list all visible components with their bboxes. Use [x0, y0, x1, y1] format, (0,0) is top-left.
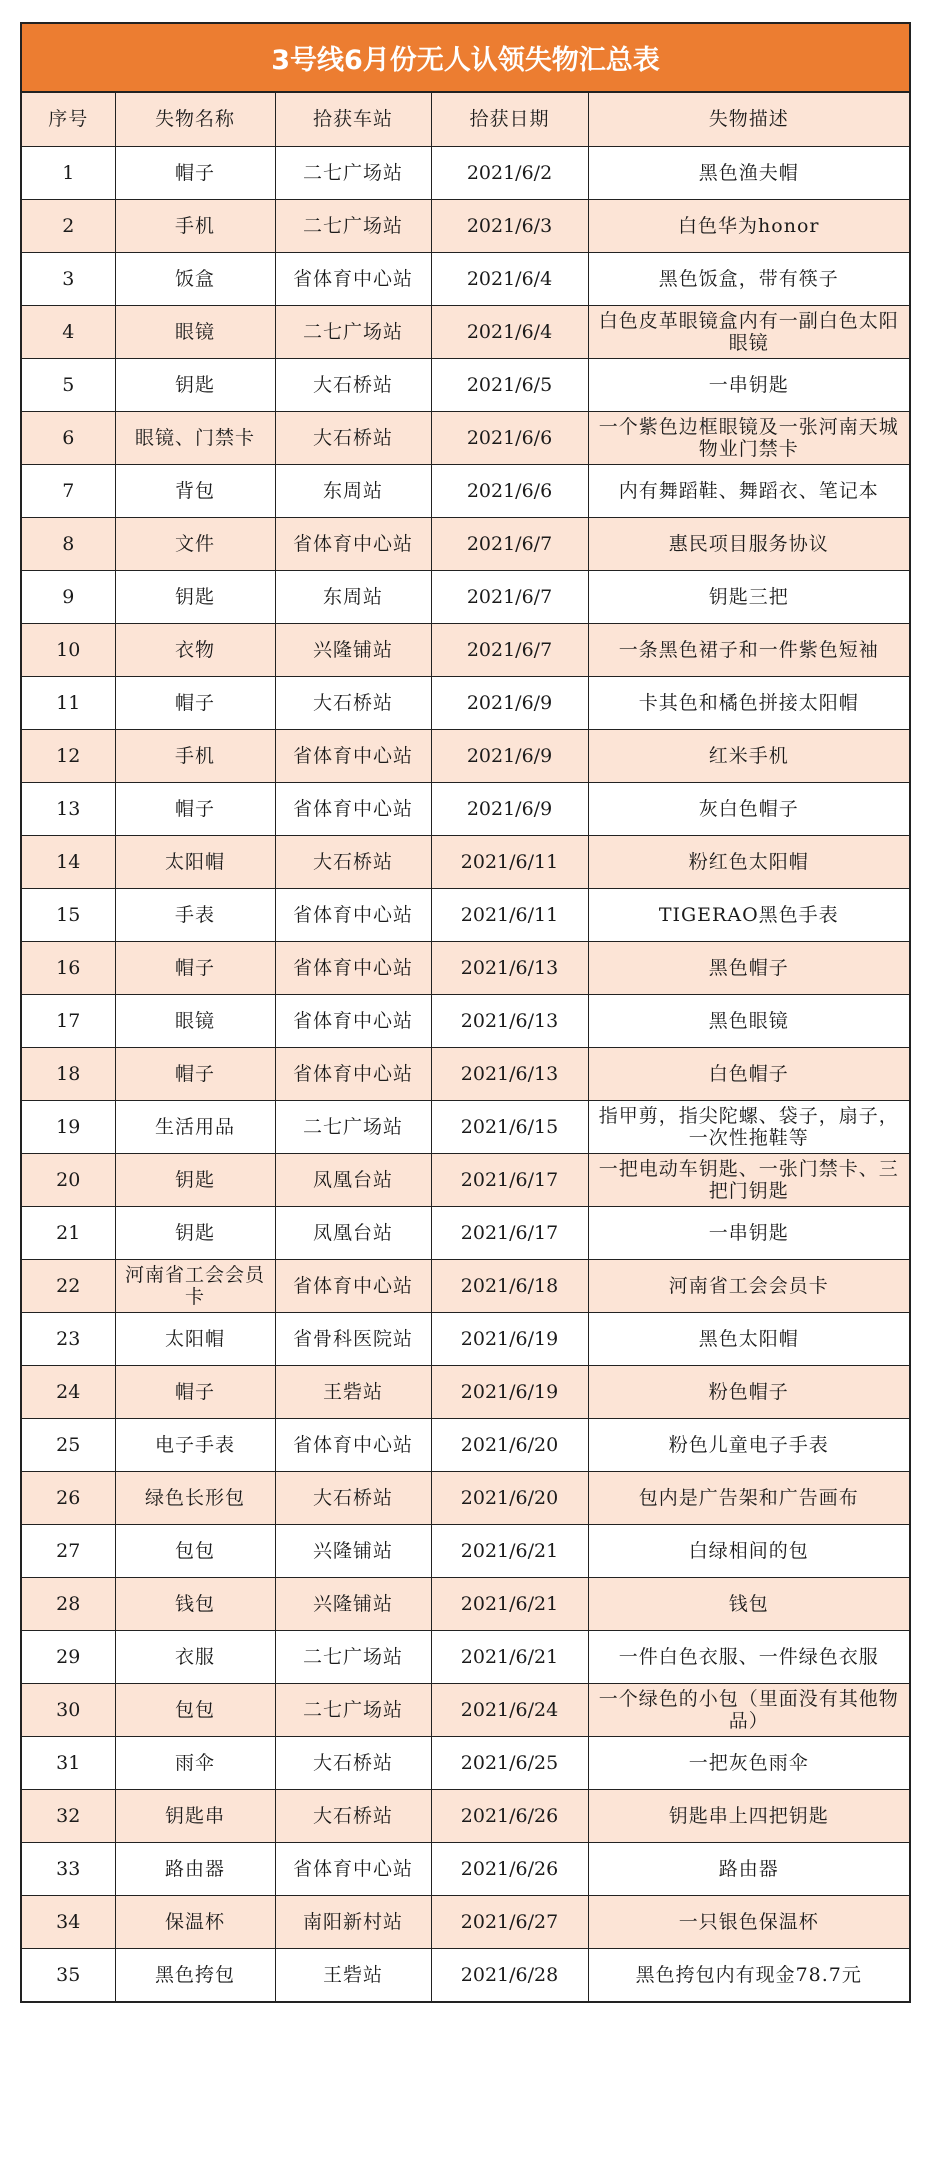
- cell-date: 2021/6/25: [431, 1736, 588, 1789]
- table-row: [22, 1683, 909, 1736]
- cell-index: 12: [22, 729, 115, 782]
- cell-station: 大石桥站: [275, 1789, 431, 1842]
- cell-station: 省骨科医院站: [275, 1312, 431, 1365]
- cell-date: 2021/6/13: [431, 941, 588, 994]
- cell-station: 大石桥站: [275, 358, 431, 411]
- cell-date: 2021/6/19: [431, 1365, 588, 1418]
- cell-station: 二七广场站: [275, 305, 431, 358]
- cell-description: 内有舞蹈鞋、舞蹈衣、笔记本: [588, 464, 909, 517]
- cell-description: 河南省工会会员卡: [588, 1259, 909, 1312]
- cell-index: 29: [22, 1630, 115, 1683]
- cell-description: 粉红色太阳帽: [588, 835, 909, 888]
- cell-index: 11: [22, 676, 115, 729]
- lost-items-sheet: [20, 22, 911, 2003]
- table-row: [22, 1577, 909, 1630]
- cell-item-name: 太阳帽: [115, 1312, 275, 1365]
- table-row: [22, 1206, 909, 1259]
- cell-station: 省体育中心站: [275, 941, 431, 994]
- cell-item-name: 雨伞: [115, 1736, 275, 1789]
- cell-date: 2021/6/9: [431, 782, 588, 835]
- cell-index: 6: [22, 411, 115, 464]
- cell-item-name: 眼镜、门禁卡: [115, 411, 275, 464]
- table-row: [22, 941, 909, 994]
- cell-station: 省体育中心站: [275, 729, 431, 782]
- table-row: [22, 1047, 909, 1100]
- cell-description: 白色华为honor: [588, 199, 909, 252]
- cell-description: 惠民项目服务协议: [588, 517, 909, 570]
- cell-description: 黑色饭盒，带有筷子: [588, 252, 909, 305]
- cell-station: 二七广场站: [275, 1630, 431, 1683]
- table-row: [22, 835, 909, 888]
- cell-description: 一串钥匙: [588, 358, 909, 411]
- table-row: [22, 782, 909, 835]
- table-row: [22, 464, 909, 517]
- cell-station: 省体育中心站: [275, 888, 431, 941]
- cell-station: 凤凰台站: [275, 1206, 431, 1259]
- cell-description: 指甲剪，指尖陀螺、袋子，扇子，一次性拖鞋等: [588, 1100, 909, 1153]
- cell-description: 一个绿色的小包（里面没有其他物品）: [588, 1683, 909, 1736]
- cell-index: 15: [22, 888, 115, 941]
- table-row: [22, 1948, 909, 2001]
- cell-description: 一把电动车钥匙、一张门禁卡、三把门钥匙: [588, 1153, 909, 1206]
- cell-item-name: 钱包: [115, 1577, 275, 1630]
- cell-index: 17: [22, 994, 115, 1047]
- table-body: [22, 146, 909, 2001]
- cell-index: 20: [22, 1153, 115, 1206]
- cell-item-name: 电子手表: [115, 1418, 275, 1471]
- table-row: [22, 1789, 909, 1842]
- cell-item-name: 帽子: [115, 146, 275, 199]
- cell-index: 26: [22, 1471, 115, 1524]
- cell-date: 2021/6/26: [431, 1842, 588, 1895]
- cell-date: 2021/6/7: [431, 517, 588, 570]
- cell-item-name: 饭盒: [115, 252, 275, 305]
- cell-station: 东周站: [275, 464, 431, 517]
- table-row: [22, 1259, 909, 1312]
- cell-index: 33: [22, 1842, 115, 1895]
- table-row: [22, 1100, 909, 1153]
- cell-description: 一个紫色边框眼镜及一张河南天城物业门禁卡: [588, 411, 909, 464]
- cell-item-name: 钥匙: [115, 570, 275, 623]
- table-row: [22, 623, 909, 676]
- table-row: [22, 1895, 909, 1948]
- table-row: [22, 1736, 909, 1789]
- cell-description: 一把灰色雨伞: [588, 1736, 909, 1789]
- table-row: [22, 729, 909, 782]
- cell-description: TIGERAO黑色手表: [588, 888, 909, 941]
- table-row: [22, 1524, 909, 1577]
- cell-index: 21: [22, 1206, 115, 1259]
- cell-station: 省体育中心站: [275, 782, 431, 835]
- cell-item-name: 包包: [115, 1524, 275, 1577]
- cell-item-name: 眼镜: [115, 994, 275, 1047]
- cell-item-name: 钥匙: [115, 358, 275, 411]
- cell-description: 灰白色帽子: [588, 782, 909, 835]
- cell-item-name: 帽子: [115, 1365, 275, 1418]
- cell-station: 凤凰台站: [275, 1153, 431, 1206]
- cell-station: 东周站: [275, 570, 431, 623]
- cell-description: 一只银色保温杯: [588, 1895, 909, 1948]
- cell-description: 黑色眼镜: [588, 994, 909, 1047]
- cell-station: 兴隆铺站: [275, 623, 431, 676]
- cell-station: 大石桥站: [275, 1471, 431, 1524]
- cell-station: 兴隆铺站: [275, 1577, 431, 1630]
- cell-index: 8: [22, 517, 115, 570]
- header-item-name: 失物名称: [115, 93, 275, 146]
- cell-station: 王砦站: [275, 1948, 431, 2001]
- cell-description: 一串钥匙: [588, 1206, 909, 1259]
- cell-date: 2021/6/17: [431, 1153, 588, 1206]
- cell-description: 钥匙串上四把钥匙: [588, 1789, 909, 1842]
- cell-item-name: 钥匙串: [115, 1789, 275, 1842]
- table-row: [22, 1630, 909, 1683]
- cell-station: 大石桥站: [275, 411, 431, 464]
- cell-index: 16: [22, 941, 115, 994]
- cell-description: 白色帽子: [588, 1047, 909, 1100]
- cell-date: 2021/6/17: [431, 1206, 588, 1259]
- cell-date: 2021/6/21: [431, 1630, 588, 1683]
- table-row: [22, 888, 909, 941]
- cell-index: 19: [22, 1100, 115, 1153]
- cell-item-name: 帽子: [115, 782, 275, 835]
- cell-station: 省体育中心站: [275, 994, 431, 1047]
- cell-index: 10: [22, 623, 115, 676]
- cell-station: 南阳新村站: [275, 1895, 431, 1948]
- cell-date: 2021/6/11: [431, 888, 588, 941]
- cell-index: 14: [22, 835, 115, 888]
- cell-index: 24: [22, 1365, 115, 1418]
- cell-date: 2021/6/24: [431, 1683, 588, 1736]
- table-row: [22, 1418, 909, 1471]
- cell-item-name: 绿色长形包: [115, 1471, 275, 1524]
- cell-index: 18: [22, 1047, 115, 1100]
- cell-index: 25: [22, 1418, 115, 1471]
- cell-description: 粉色帽子: [588, 1365, 909, 1418]
- cell-station: 二七广场站: [275, 1100, 431, 1153]
- cell-station: 省体育中心站: [275, 517, 431, 570]
- table-row: [22, 146, 909, 199]
- cell-station: 省体育中心站: [275, 1842, 431, 1895]
- cell-description: 一件白色衣服、一件绿色衣服: [588, 1630, 909, 1683]
- cell-index: 3: [22, 252, 115, 305]
- lost-items-table: [22, 93, 909, 2001]
- table-row: [22, 252, 909, 305]
- cell-index: 27: [22, 1524, 115, 1577]
- cell-date: 2021/6/21: [431, 1577, 588, 1630]
- table-row: [22, 994, 909, 1047]
- table-row: [22, 1842, 909, 1895]
- cell-item-name: 眼镜: [115, 305, 275, 358]
- cell-description: 黑色帽子: [588, 941, 909, 994]
- header-index: 序号: [22, 93, 115, 146]
- cell-date: 2021/6/4: [431, 252, 588, 305]
- cell-item-name: 手机: [115, 729, 275, 782]
- cell-date: 2021/6/4: [431, 305, 588, 358]
- cell-date: 2021/6/5: [431, 358, 588, 411]
- cell-date: 2021/6/13: [431, 1047, 588, 1100]
- cell-station: 王砦站: [275, 1365, 431, 1418]
- cell-index: 9: [22, 570, 115, 623]
- cell-index: 22: [22, 1259, 115, 1312]
- cell-index: 28: [22, 1577, 115, 1630]
- cell-index: 13: [22, 782, 115, 835]
- cell-station: 二七广场站: [275, 1683, 431, 1736]
- cell-date: 2021/6/21: [431, 1524, 588, 1577]
- cell-item-name: 保温杯: [115, 1895, 275, 1948]
- cell-description: 黑色挎包内有现金78.7元: [588, 1948, 909, 2001]
- cell-item-name: 钥匙: [115, 1206, 275, 1259]
- table-row: [22, 1365, 909, 1418]
- table-row: [22, 411, 909, 464]
- table-row: [22, 1153, 909, 1206]
- cell-index: 32: [22, 1789, 115, 1842]
- cell-date: 2021/6/19: [431, 1312, 588, 1365]
- cell-item-name: 路由器: [115, 1842, 275, 1895]
- table-row: [22, 1312, 909, 1365]
- cell-description: 卡其色和橘色拼接太阳帽: [588, 676, 909, 729]
- cell-date: 2021/6/7: [431, 623, 588, 676]
- cell-description: 粉色儿童电子手表: [588, 1418, 909, 1471]
- cell-date: 2021/6/13: [431, 994, 588, 1047]
- cell-item-name: 包包: [115, 1683, 275, 1736]
- cell-date: 2021/6/6: [431, 411, 588, 464]
- table-row: [22, 199, 909, 252]
- cell-date: 2021/6/18: [431, 1259, 588, 1312]
- cell-item-name: 帽子: [115, 941, 275, 994]
- cell-item-name: 手机: [115, 199, 275, 252]
- cell-index: 4: [22, 305, 115, 358]
- cell-description: 黑色太阳帽: [588, 1312, 909, 1365]
- cell-description: 钱包: [588, 1577, 909, 1630]
- cell-station: 大石桥站: [275, 676, 431, 729]
- cell-description: 白绿相间的包: [588, 1524, 909, 1577]
- header-row: [22, 93, 909, 146]
- cell-index: 2: [22, 199, 115, 252]
- cell-date: 2021/6/26: [431, 1789, 588, 1842]
- cell-item-name: 衣物: [115, 623, 275, 676]
- cell-index: 31: [22, 1736, 115, 1789]
- cell-item-name: 衣服: [115, 1630, 275, 1683]
- cell-item-name: 文件: [115, 517, 275, 570]
- table-row: [22, 570, 909, 623]
- cell-date: 2021/6/28: [431, 1948, 588, 2001]
- cell-item-name: 背包: [115, 464, 275, 517]
- cell-description: 白色皮革眼镜盒内有一副白色太阳眼镜: [588, 305, 909, 358]
- table-row: [22, 1471, 909, 1524]
- cell-index: 5: [22, 358, 115, 411]
- cell-index: 34: [22, 1895, 115, 1948]
- cell-description: 包内是广告架和广告画布: [588, 1471, 909, 1524]
- cell-date: 2021/6/27: [431, 1895, 588, 1948]
- cell-date: 2021/6/20: [431, 1471, 588, 1524]
- cell-station: 二七广场站: [275, 199, 431, 252]
- cell-description: 钥匙三把: [588, 570, 909, 623]
- cell-date: 2021/6/15: [431, 1100, 588, 1153]
- cell-description: 一条黑色裙子和一件紫色短袖: [588, 623, 909, 676]
- cell-item-name: 手表: [115, 888, 275, 941]
- cell-item-name: 钥匙: [115, 1153, 275, 1206]
- header-station: 拾获车站: [275, 93, 431, 146]
- cell-index: 7: [22, 464, 115, 517]
- cell-date: 2021/6/11: [431, 835, 588, 888]
- cell-date: 2021/6/7: [431, 570, 588, 623]
- cell-item-name: 帽子: [115, 1047, 275, 1100]
- cell-date: 2021/6/20: [431, 1418, 588, 1471]
- table-row: [22, 358, 909, 411]
- table-row: [22, 517, 909, 570]
- cell-index: 35: [22, 1948, 115, 2001]
- header-description: 失物描述: [588, 93, 909, 146]
- cell-station: 兴隆铺站: [275, 1524, 431, 1577]
- cell-date: 2021/6/6: [431, 464, 588, 517]
- cell-date: 2021/6/3: [431, 199, 588, 252]
- cell-index: 1: [22, 146, 115, 199]
- sheet-title: 3号线6月份无人认领失物汇总表: [22, 24, 909, 93]
- cell-station: 大石桥站: [275, 1736, 431, 1789]
- cell-item-name: 太阳帽: [115, 835, 275, 888]
- cell-item-name: 河南省工会会员卡: [115, 1259, 275, 1312]
- cell-date: 2021/6/9: [431, 729, 588, 782]
- cell-date: 2021/6/9: [431, 676, 588, 729]
- cell-station: 省体育中心站: [275, 1259, 431, 1312]
- cell-station: 省体育中心站: [275, 1047, 431, 1100]
- cell-date: 2021/6/2: [431, 146, 588, 199]
- cell-description: 路由器: [588, 1842, 909, 1895]
- cell-station: 省体育中心站: [275, 1418, 431, 1471]
- cell-station: 省体育中心站: [275, 252, 431, 305]
- cell-item-name: 黑色挎包: [115, 1948, 275, 2001]
- cell-item-name: 帽子: [115, 676, 275, 729]
- cell-description: 黑色渔夫帽: [588, 146, 909, 199]
- cell-station: 大石桥站: [275, 835, 431, 888]
- cell-index: 23: [22, 1312, 115, 1365]
- cell-index: 30: [22, 1683, 115, 1736]
- header-date: 拾获日期: [431, 93, 588, 146]
- table-row: [22, 305, 909, 358]
- cell-description: 红米手机: [588, 729, 909, 782]
- cell-station: 二七广场站: [275, 146, 431, 199]
- table-row: [22, 676, 909, 729]
- cell-item-name: 生活用品: [115, 1100, 275, 1153]
